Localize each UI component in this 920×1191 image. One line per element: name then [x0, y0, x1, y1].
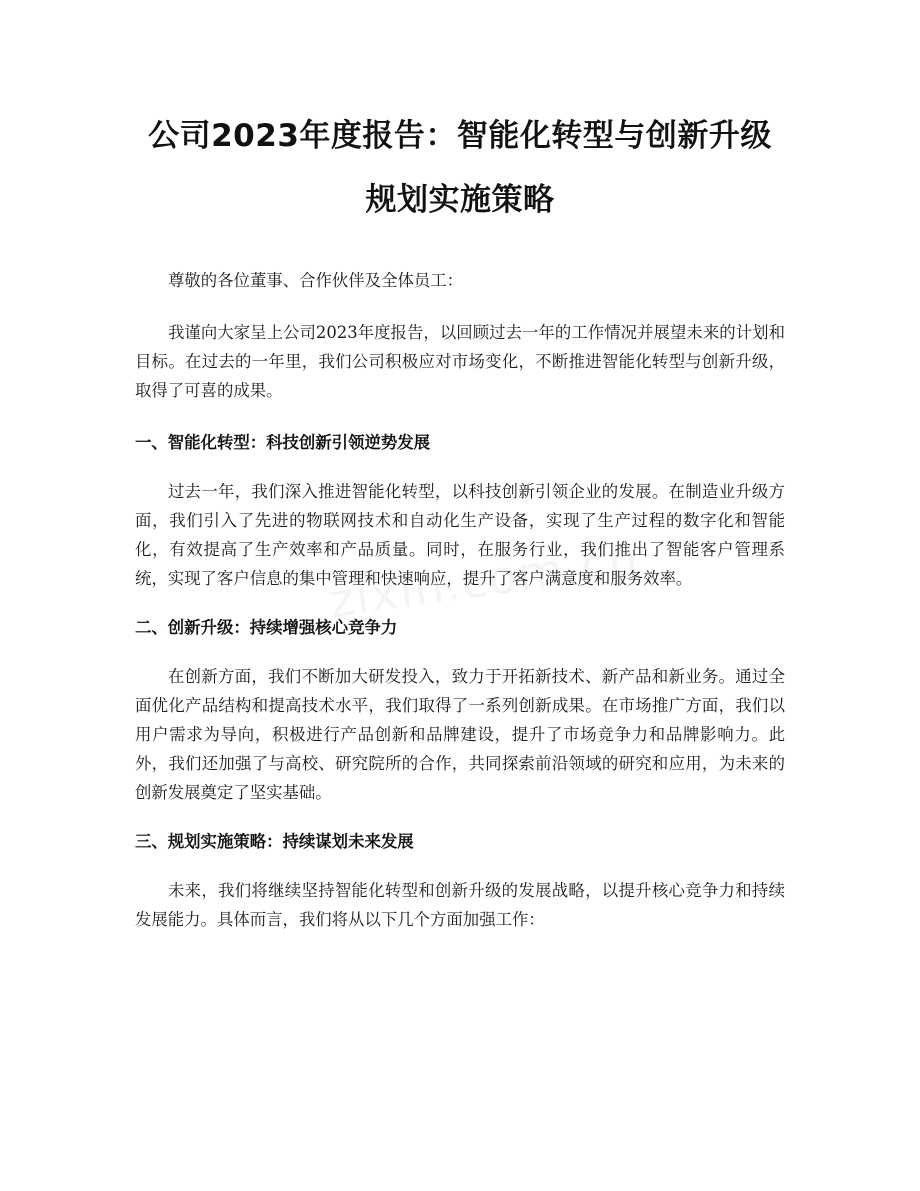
title-line-2: 规划实施策略 — [365, 182, 555, 218]
title-line-1: 公司2023年度报告：智能化转型与创新升级 — [148, 118, 772, 154]
section-heading-1: 一、智能化转型：科技创新引领逆势发展 — [135, 433, 431, 452]
section-heading-3: 三、规划实施策略：持续谋划未来发展 — [135, 832, 414, 851]
document-title — [135, 104, 785, 232]
intro-paragraph: 我谨向大家呈上公司2023年度报告，以回顾过去一年的工作情况并展望未来的计划和目标。在过去的一年里，我们公司积极应对市场变化，不断推进智能化转型与创新升级，取得了可喜的成果。 — [135, 323, 785, 400]
section-heading-2: 二、创新升级：持续增强核心竞争力 — [135, 618, 398, 637]
greeting: 尊敬的各位董事、合作伙伴及全体员工： — [168, 271, 464, 290]
section-paragraph-2: 在创新方面，我们不断加大研发投入，致力于开拓新技术、新产品和新业务。通过全面优化产品结构和提高技术水平，我们取得了一系列创新成果。在市场推广方面，我们以用户需求为导向，积极进行产品创新和品牌建设，提升了市场竞争力和品牌影响力。此外，我们还加强了与高校、研究院所的合作，共同探索前沿领域的研究和应用，为未来的创新发展奠定了坚实基础。 — [135, 667, 785, 802]
section-paragraph-1: 过去一年，我们深入推进智能化转型，以科技创新引领企业的发展。在制造业升级方面，我们引入了先进的物联网技术和自动化生产设备，实现了生产过程的数字化和智能化，有效提高了生产效率和产品质量。同时，在服务行业，我们推出了智能客户管理系统，实现了客户信息的集中管理和快速响应，提升了客户满意度和服务效率。 — [135, 482, 785, 588]
section-paragraph-3: 未来，我们将继续坚持智能化转型和创新升级的发展战略，以提升核心竞争力和持续发展能力。具体而言，我们将从以下几个方面加强工作： — [135, 881, 785, 929]
